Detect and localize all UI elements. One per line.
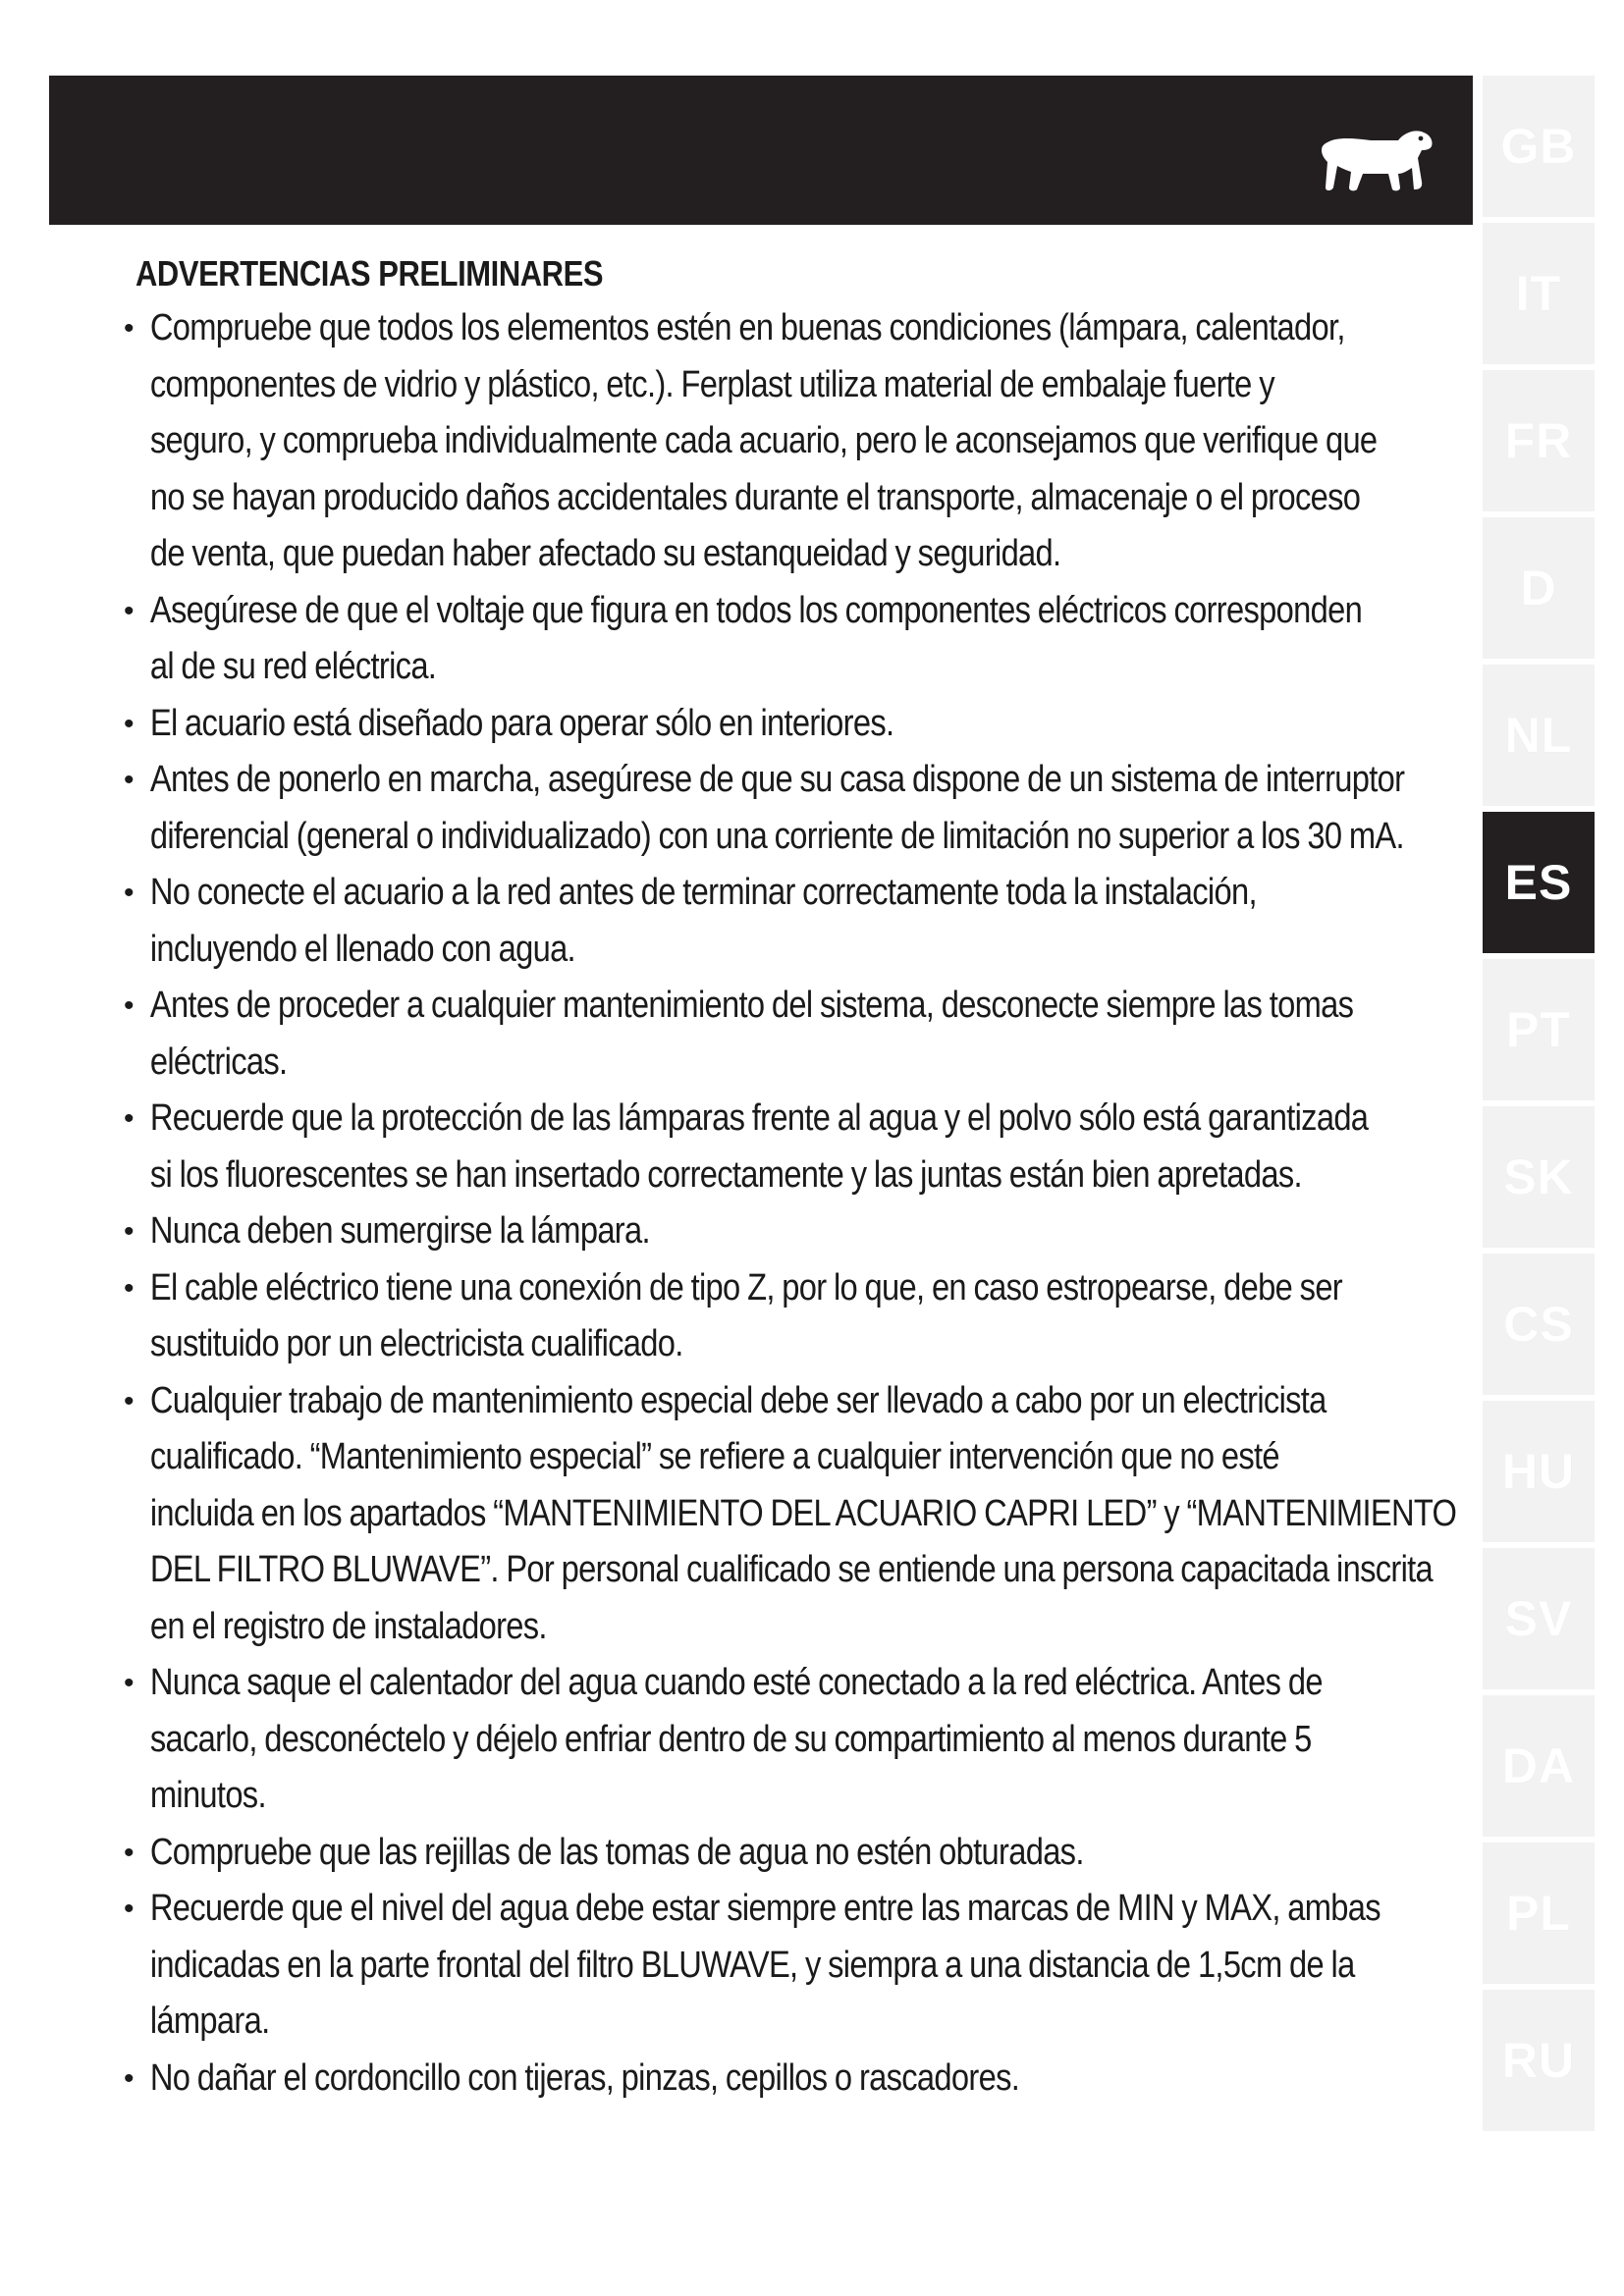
text-line: componentes de vidrio y plástico, etc.). Ferplast utiliza material de embalaje fuerte y <box>149 363 1274 405</box>
text-line: Nunca saque el calentador del agua cuando esté conectado a la red eléctrica. Antes de <box>149 1662 1323 1703</box>
text-line: de venta, que puedan haber afectado su estanqueidad y seguridad. <box>149 533 1061 574</box>
lang-tab-sk[interactable]: SK <box>1483 1106 1595 1248</box>
list-item <box>120 300 1487 583</box>
text-line: Recuerde que el nivel del agua debe estar siempre entre las marcas de MIN y MAX, ambas <box>149 1888 1380 1929</box>
bullet-icon: • <box>124 989 134 1022</box>
list-item-text <box>149 752 1487 865</box>
bullet-icon: • <box>124 594 134 627</box>
text-line: incluyendo el llenado con agua. <box>149 928 575 970</box>
text-line: Nunca deben sumergirse la lámpara. <box>149 1210 650 1252</box>
header-bar <box>49 76 1473 225</box>
list-item-text <box>149 2051 1487 2108</box>
text-line: Antes de proceder a cualquier mantenimiento del sistema, desconecte siempre las tomas <box>149 985 1354 1026</box>
list-item <box>120 1825 1487 1882</box>
text-line: en el registro de instaladores. <box>149 1605 547 1647</box>
bullet-icon: • <box>124 707 134 740</box>
bullet-icon: • <box>124 2061 134 2095</box>
list-item-text <box>149 696 1487 753</box>
text-line: El acuario está diseñado para operar sólo en interiores. <box>149 702 894 744</box>
bullet-icon: • <box>124 1836 134 1869</box>
text-line: Compruebe que las rejillas de las tomas de agua no estén obturadas. <box>149 1831 1084 1873</box>
text-line: Antes de ponerlo en marcha, asegúrese de que su casa dispone de un sistema de interruptor <box>149 759 1405 800</box>
lang-tab-da[interactable]: DA <box>1483 1695 1595 1837</box>
list-item <box>120 583 1487 696</box>
list-item-text <box>149 583 1487 696</box>
bullet-icon: • <box>124 1384 134 1417</box>
text-line: Asegúrese de que el voltaje que figura en todos los componentes eléctricos corresponden <box>149 589 1363 631</box>
list-item <box>120 1260 1487 1373</box>
text-line: eléctricas. <box>149 1041 288 1083</box>
lang-tab-cs[interactable]: CS <box>1483 1254 1595 1395</box>
list-item <box>120 1881 1487 2051</box>
list-item-text <box>149 1260 1487 1373</box>
text-line: cualificado. “Mantenimiento especial” se refiere a cualquier intervención que no esté <box>149 1436 1279 1477</box>
list-item-text <box>149 865 1487 978</box>
lang-tab-fr[interactable]: FR <box>1483 370 1595 511</box>
text-line: Recuerde que la protección de las lámparas frente al agua y el polvo sólo está garantizada <box>149 1097 1369 1139</box>
section-title: ADVERTENCIAS PRELIMINARES <box>135 253 604 294</box>
text-line: incluida en los apartados “MANTENIMIENTO DEL ACUARIO CAPRI LED” y “MANTENIMIENTO <box>149 1492 1457 1534</box>
list-item-text <box>149 1655 1487 1825</box>
bullet-icon: • <box>124 877 134 909</box>
lang-tab-hu[interactable]: HU <box>1483 1401 1595 1542</box>
list-item <box>120 752 1487 865</box>
lang-tab-pl[interactable]: PL <box>1483 1842 1595 1984</box>
bullet-icon: • <box>124 1271 134 1305</box>
text-line: si los fluorescentes se han insertado correctamente y las juntas están bien apretadas. <box>149 1153 1302 1196</box>
bullet-icon: • <box>124 1893 134 1925</box>
list-item-text <box>149 1091 1487 1203</box>
text-line: diferencial (general o individualizado) con una corriente de limitación no superior a los 30 mA. <box>149 815 1404 857</box>
text-line: al de su red eléctrica. <box>149 646 437 687</box>
lang-tab-sv[interactable]: SV <box>1483 1548 1595 1689</box>
list-item <box>120 978 1487 1091</box>
lang-tab-es[interactable]: ES <box>1483 812 1595 953</box>
text-line: sacarlo, desconéctelo y déjelo enfriar dentro de su compartimiento al menos durante 5 <box>149 1718 1312 1760</box>
list-item-text <box>149 300 1487 583</box>
bullet-icon: • <box>124 764 134 796</box>
text-line: indicadas en la parte frontal del filtro BLUWAVE, y siempra a una distancia de 1,5cm de la <box>149 1944 1355 1986</box>
bullet-icon: • <box>124 1667 134 1699</box>
text-line: seguro, y comprueba individualmente cada acuario, pero le aconsejamos que verifique que <box>149 420 1378 461</box>
lang-tab-it[interactable]: IT <box>1483 223 1595 364</box>
list-item-text <box>149 1373 1487 1656</box>
list-item <box>120 696 1487 753</box>
text-line: lámpara. <box>149 2001 270 2042</box>
warnings-list <box>120 300 1487 2107</box>
list-item <box>120 1655 1487 1825</box>
lang-tab-nl[interactable]: NL <box>1483 665 1595 806</box>
list-item <box>120 865 1487 978</box>
warnings-section <box>120 253 1487 2107</box>
text-line: DEL FILTRO BLUWAVE”. Por personal cualificado se entiende una persona capacitada inscrita <box>149 1549 1434 1590</box>
lang-tab-gb[interactable]: GB <box>1483 76 1595 217</box>
text-line: minutos. <box>149 1775 266 1816</box>
language-tabs <box>1483 76 1595 2137</box>
list-item-text <box>149 1825 1487 1882</box>
lang-tab-d[interactable]: D <box>1483 517 1595 659</box>
list-item <box>120 1373 1487 1656</box>
list-item-text <box>149 1203 1487 1260</box>
lang-tab-ru[interactable]: RU <box>1483 1990 1595 2131</box>
list-item <box>120 2051 1487 2108</box>
text-line: Cualquier trabajo de mantenimiento especial debe ser llevado a cabo por un electricista <box>149 1379 1326 1421</box>
bullet-icon: • <box>124 312 134 345</box>
bullet-icon: • <box>124 1102 134 1135</box>
list-item <box>120 1091 1487 1203</box>
text-line: No dañar el cordoncillo con tijeras, pinzas, cepillos o rascadores. <box>149 2056 1020 2099</box>
text-line: El cable eléctrico tiene una conexión de tipo Z, por lo que, en caso estropearse, debe ser <box>149 1266 1343 1308</box>
text-line: No conecte el acuario a la red antes de terminar correctamente toda la instalación, <box>149 872 1257 913</box>
list-item-text <box>149 1881 1487 2051</box>
list-item <box>120 1203 1487 1260</box>
text-line: no se hayan producido daños accidentales durante el transporte, almacenaje o el proceso <box>149 476 1361 518</box>
ferplast-dog-logo-icon <box>1320 129 1435 193</box>
lang-tab-pt[interactable]: PT <box>1483 959 1595 1100</box>
text-line: Compruebe que todos los elementos estén en buenas condiciones (lámpara, calentador, <box>149 307 1345 348</box>
bullet-icon: • <box>124 1215 134 1248</box>
list-item-text <box>149 978 1487 1091</box>
text-line: sustituido por un electricista cualificado. <box>149 1323 683 1364</box>
